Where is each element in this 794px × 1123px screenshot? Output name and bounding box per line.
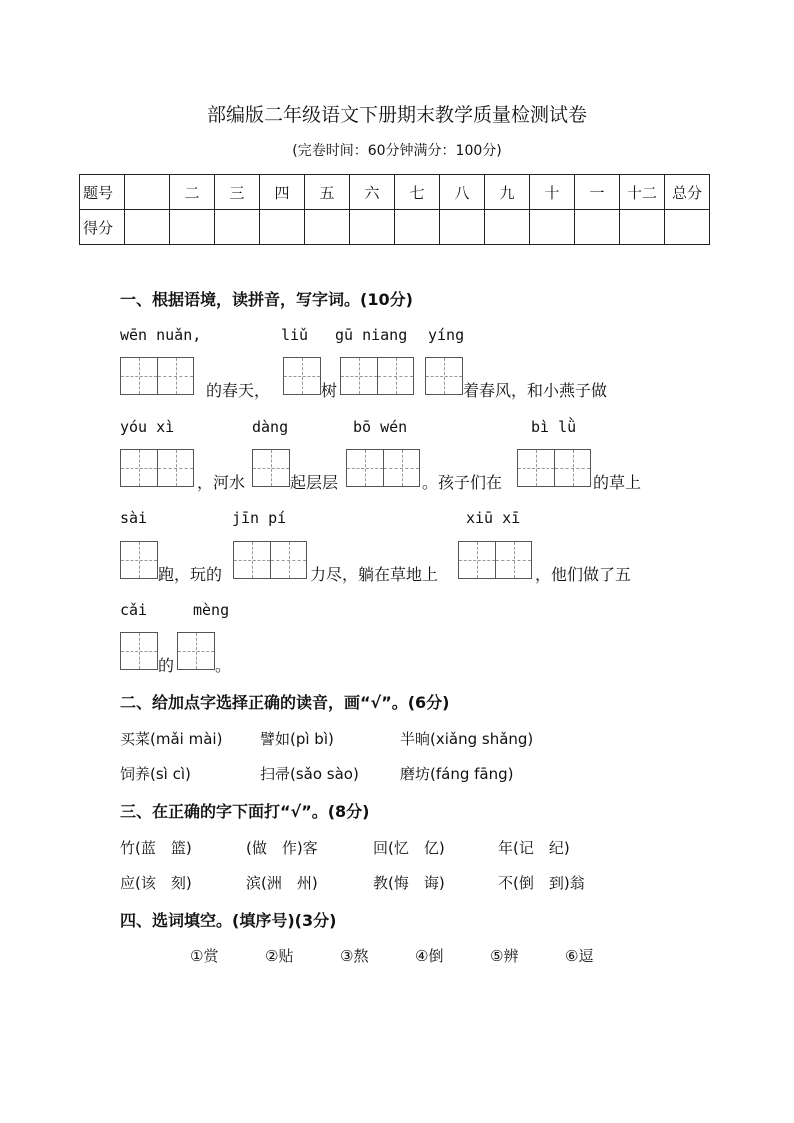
pinyin: wēn nuǎn,	[120, 326, 202, 344]
pinyin: liǔ	[281, 326, 309, 344]
q4-heading: 四、选词填空。(填序号)(3分)	[120, 911, 337, 930]
character-choice[interactable]: 滨(洲 州)	[246, 874, 318, 892]
sentence-text: ，他们做了五	[535, 565, 632, 584]
score-col: 五	[305, 175, 350, 210]
writing-grid[interactable]	[346, 449, 420, 487]
writing-grid[interactable]	[425, 357, 463, 395]
pinyin: bō wén	[353, 418, 408, 436]
score-cell[interactable]	[170, 210, 215, 245]
score-cell[interactable]	[350, 210, 395, 245]
word-option: ③熬	[340, 947, 369, 965]
score-col: 七	[395, 175, 440, 210]
score-header-label: 题号	[80, 175, 125, 210]
writing-grid[interactable]	[120, 449, 194, 487]
score-cell[interactable]	[215, 210, 260, 245]
score-col: 四	[260, 175, 305, 210]
pinyin: mèng	[193, 601, 230, 619]
score-header-row	[80, 175, 710, 210]
score-col: 九	[485, 175, 530, 210]
writing-grid[interactable]	[340, 357, 414, 395]
writing-grid[interactable]	[517, 449, 591, 487]
exam-title: 部编版二年级语文下册期末教学质量检测试卷	[206, 104, 587, 126]
writing-grid[interactable]	[177, 632, 215, 670]
score-cell[interactable]	[485, 210, 530, 245]
sentence-text: 跑，玩的	[158, 565, 223, 584]
score-cell[interactable]	[665, 210, 710, 245]
pronunciation-item[interactable]: 磨坊(fáng fāng)	[400, 765, 514, 783]
character-choice[interactable]: (做 作)客	[246, 839, 318, 857]
score-row-label: 得分	[80, 210, 125, 245]
pinyin: bì lǜ	[531, 418, 577, 436]
score-value-row	[80, 210, 710, 245]
score-col: 八	[440, 175, 485, 210]
writing-grid[interactable]	[120, 357, 194, 395]
score-cell[interactable]	[530, 210, 575, 245]
sentence-text: 树	[321, 381, 338, 400]
score-col: 十	[530, 175, 575, 210]
score-cell[interactable]	[620, 210, 665, 245]
pinyin: cǎi	[120, 601, 148, 619]
exam-subtitle: (完卷时间：60分钟满分：100分)	[292, 143, 502, 159]
pronunciation-item[interactable]: 譬如(pì bì)	[260, 730, 334, 748]
sentence-text: 力尽，躺在草地上	[310, 565, 439, 584]
pronunciation-item[interactable]: 买菜(mǎi mài)	[120, 730, 223, 748]
writing-grid[interactable]	[120, 541, 158, 579]
word-option: ⑤辨	[490, 947, 519, 965]
character-choice[interactable]: 竹(蓝 篮)	[120, 839, 192, 857]
pinyin: jīn pí	[232, 509, 287, 527]
pinyin: xiū xī	[466, 509, 521, 527]
q1-heading: 一、根据语境，读拼音，写字词。(10分)	[120, 290, 413, 309]
score-col: 一	[575, 175, 620, 210]
pinyin: yíng	[428, 326, 465, 344]
score-table	[79, 174, 710, 245]
score-col: 总分	[665, 175, 710, 210]
q3-heading: 三、在正确的字下面打“√”。(8分)	[120, 802, 370, 821]
sentence-text: 。	[215, 656, 232, 675]
score-col: 二	[170, 175, 215, 210]
score-col	[125, 175, 170, 210]
sentence-text: 的	[158, 656, 175, 675]
sentence-text: 的草上	[593, 473, 642, 492]
score-cell[interactable]	[575, 210, 620, 245]
writing-grid[interactable]	[283, 357, 321, 395]
score-col: 三	[215, 175, 260, 210]
pronunciation-item[interactable]: 半晌(xiǎng shǎng)	[400, 730, 534, 748]
score-cell[interactable]	[305, 210, 350, 245]
score-cell[interactable]	[395, 210, 440, 245]
score-cell[interactable]	[125, 210, 170, 245]
character-choice[interactable]: 教(悔 诲)	[373, 874, 445, 892]
sentence-text: ，河水	[197, 473, 246, 492]
word-option: ①赏	[190, 947, 219, 965]
sentence-text: 着春风，和小燕子做	[463, 381, 608, 400]
sentence-text: 的春天，	[206, 381, 271, 400]
score-col: 十二	[620, 175, 665, 210]
score-cell[interactable]	[440, 210, 485, 245]
score-col: 六	[350, 175, 395, 210]
character-choice[interactable]: 应(该 刻)	[120, 874, 192, 892]
score-cell[interactable]	[260, 210, 305, 245]
character-choice[interactable]: 回(忆 亿)	[373, 839, 445, 857]
pinyin: dàng	[252, 418, 289, 436]
writing-grid[interactable]	[252, 449, 290, 487]
pinyin: gū niang	[335, 326, 408, 344]
word-option: ④倒	[415, 947, 444, 965]
word-option: ②贴	[265, 947, 294, 965]
sentence-text: 。孩子们在	[422, 473, 503, 492]
word-option: ⑥逗	[565, 947, 594, 965]
writing-grid[interactable]	[458, 541, 532, 579]
pronunciation-item[interactable]: 饲养(sì cì)	[120, 765, 191, 783]
sentence-text: 起层层	[290, 473, 339, 492]
pronunciation-item[interactable]: 扫帚(sǎo sào)	[260, 765, 359, 783]
character-choice[interactable]: 年(记 纪)	[498, 839, 570, 857]
writing-grid[interactable]	[233, 541, 307, 579]
pinyin: sài	[120, 509, 148, 527]
writing-grid[interactable]	[120, 632, 158, 670]
pinyin: yóu xì	[120, 418, 175, 436]
character-choice[interactable]: 不(倒 到)翁	[498, 874, 585, 892]
q2-heading: 二、给加点字选择正确的读音，画“√”。(6分)	[120, 693, 450, 712]
